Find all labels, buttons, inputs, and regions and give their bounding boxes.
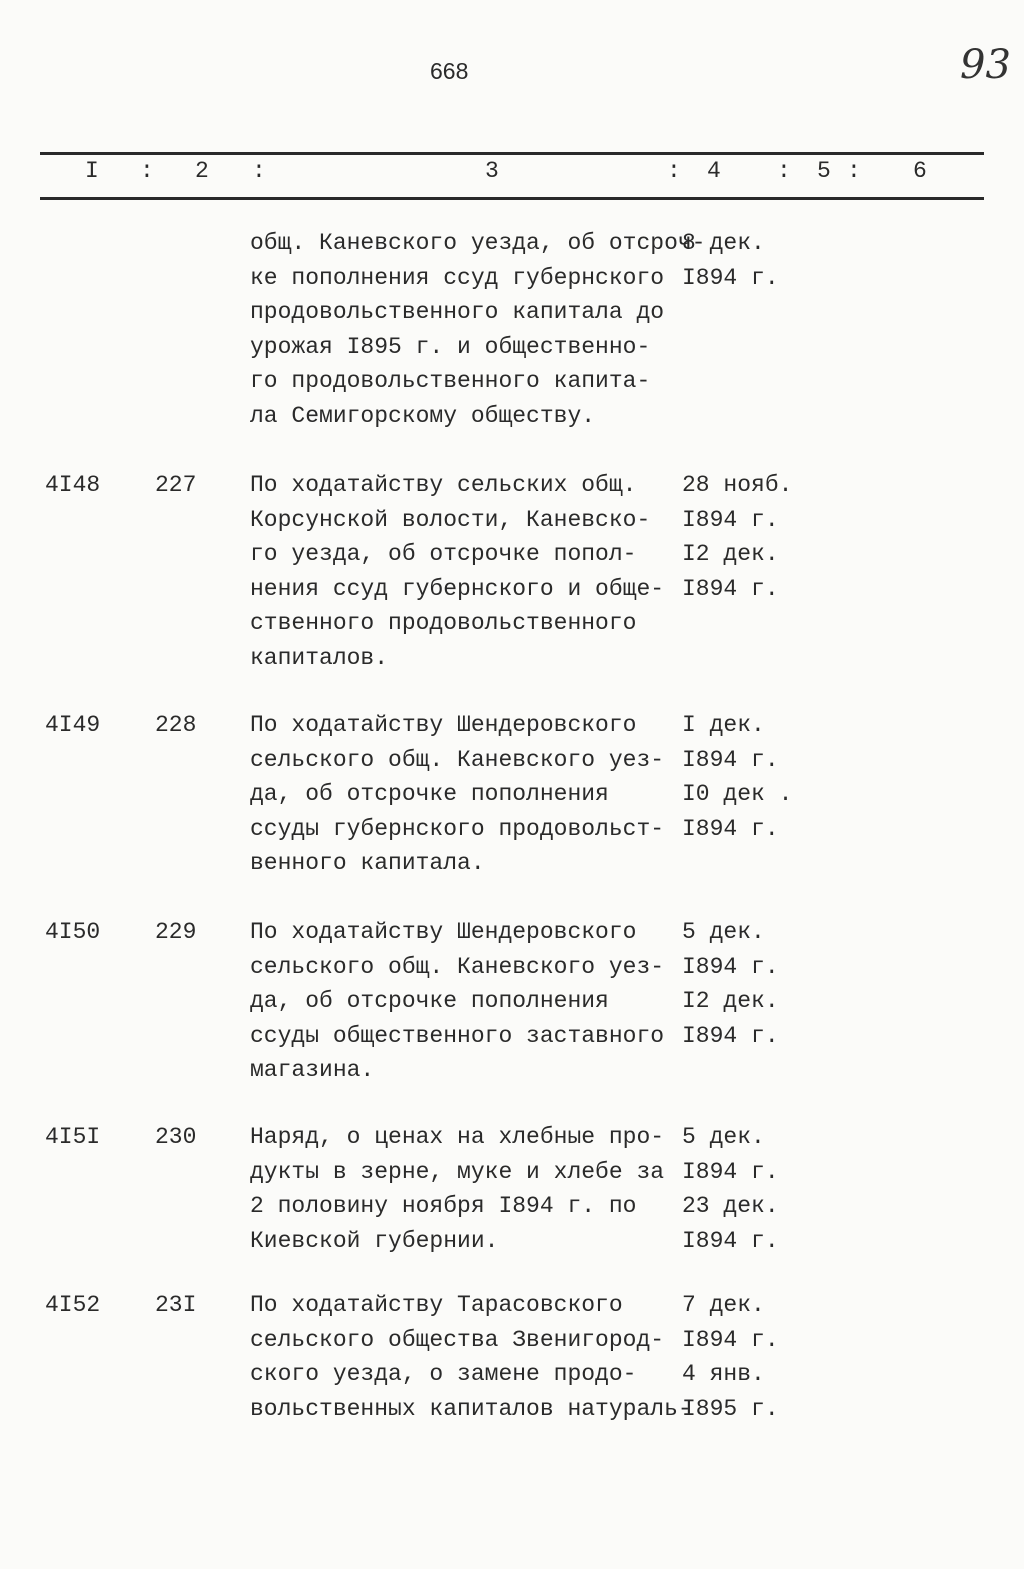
entry-description: [250, 915, 664, 1088]
handwritten-sheet-number: 93: [960, 42, 1011, 88]
entry-dates: [682, 226, 779, 295]
date-line: 5 дек.: [682, 919, 765, 945]
date-line: I894 г.: [682, 1158, 779, 1185]
entry-dates: [682, 1120, 779, 1258]
description-line: вольственных капиталов натураль-: [250, 1395, 692, 1422]
entry-number: 4I50: [45, 919, 101, 945]
header-col-1: I: [85, 158, 99, 184]
date-line: I894 г.: [682, 506, 779, 533]
entry-description: [250, 708, 664, 881]
description-line: ссуды общественного заставного: [250, 1022, 665, 1049]
entry-description: [250, 1120, 664, 1258]
description-line: сельского общ. Каневского уез-: [250, 746, 665, 773]
date-line: I894 г.: [682, 953, 779, 980]
description-line: По ходатайству Шендеровского: [250, 712, 637, 738]
entry-description: [250, 1288, 692, 1426]
description-line: По ходатайству Тарасовского: [250, 1292, 623, 1318]
date-line: I894 г.: [682, 1326, 779, 1353]
date-line: I894 г.: [682, 815, 779, 842]
date-line: I дек.: [682, 712, 765, 738]
header-sep: :: [667, 158, 681, 184]
page-number: 668: [430, 58, 469, 84]
item-number: 23I: [155, 1292, 197, 1318]
entry-dates: [682, 468, 792, 606]
description-line: го уезда, об отсрочке попол-: [250, 541, 637, 567]
description-line: ла Семигорскому обществу.: [250, 402, 596, 429]
description-line: 2 половину ноября I894 г. по: [250, 1193, 637, 1219]
item-number: 229: [155, 919, 197, 945]
date-line: I0 дек .: [682, 781, 793, 807]
header-col-3: 3: [485, 158, 499, 184]
entry-description: [250, 468, 664, 675]
header-sep: :: [777, 158, 791, 184]
column-header-row: [40, 158, 984, 194]
entry-dates: [682, 708, 792, 846]
item-number: 228: [155, 712, 197, 738]
date-line: 4 янв.: [682, 1361, 765, 1387]
date-line: I894 г.: [682, 1227, 779, 1254]
entry-number: 4I5I: [45, 1124, 101, 1150]
description-line: продовольственного капитала до: [250, 299, 665, 325]
header-top-rule: [40, 152, 984, 155]
description-line: нения ссуд губернского и обще-: [250, 575, 665, 602]
description-line: Наряд, о ценах на хлебные про-: [250, 1124, 665, 1150]
date-line: I2 дек.: [682, 541, 779, 567]
date-line: I894 г.: [682, 575, 779, 602]
description-line: Корсунской волости, Каневско-: [250, 506, 651, 533]
header-col-2: 2: [195, 158, 209, 184]
header-col-4: 4: [707, 158, 721, 184]
date-line: 7 дек.: [682, 1292, 765, 1318]
date-line: I894 г.: [682, 264, 779, 291]
description-line: венного капитала.: [250, 850, 485, 876]
date-line: I894 г.: [682, 746, 779, 773]
item-number: 230: [155, 1124, 197, 1150]
header-bottom-rule: [40, 197, 984, 200]
entry-description: [250, 226, 705, 433]
header-col-6: 6: [913, 158, 927, 184]
entry-dates: [682, 1288, 779, 1426]
description-line: капиталов.: [250, 644, 389, 671]
description-line: го продовольственного капита-: [250, 368, 651, 394]
date-line: 5 дек.: [682, 1124, 765, 1150]
description-line: ке пополнения ссуд губернского: [250, 264, 665, 291]
description-line: ссуды губернского продовольст-: [250, 815, 665, 842]
description-line: дукты в зерне, муке и хлебе за: [250, 1158, 665, 1185]
entry-number: 4I52: [45, 1292, 101, 1318]
entry-number: 4I49: [45, 712, 101, 738]
description-line: Киевской губернии.: [250, 1227, 499, 1254]
item-number: 227: [155, 472, 197, 498]
description-line: урожая I895 г. и общественно-: [250, 333, 651, 360]
description-line: да, об отсрочке пополнения: [250, 781, 609, 807]
description-line: да, об отсрочке пополнения: [250, 988, 609, 1014]
date-line: 28 нояб.: [682, 472, 793, 498]
description-line: ского уезда, о замене продо-: [250, 1361, 637, 1387]
description-line: ственного продовольственного: [250, 610, 637, 636]
header-sep: :: [252, 158, 266, 184]
description-line: магазина.: [250, 1057, 375, 1083]
header-sep: :: [140, 158, 154, 184]
description-line: По ходатайству сельских общ.: [250, 472, 637, 498]
date-line: I894 г.: [682, 1022, 779, 1049]
entry-dates: [682, 915, 779, 1053]
header-sep: :: [847, 158, 861, 184]
date-line: 23 дек.: [682, 1193, 779, 1219]
description-line: сельского общ. Каневского уез-: [250, 953, 665, 980]
description-line: По ходатайству Шендеровского: [250, 919, 637, 945]
date-line: I895 г.: [682, 1395, 779, 1422]
date-line: I2 дек.: [682, 988, 779, 1014]
entry-number: 4I48: [45, 472, 101, 498]
header-col-5: 5: [817, 158, 831, 184]
date-line: 8 дек.: [682, 230, 765, 256]
description-line: общ. Каневского уезда, об отсроч-: [250, 230, 706, 256]
description-line: сельского общества Звенигород-: [250, 1326, 665, 1353]
